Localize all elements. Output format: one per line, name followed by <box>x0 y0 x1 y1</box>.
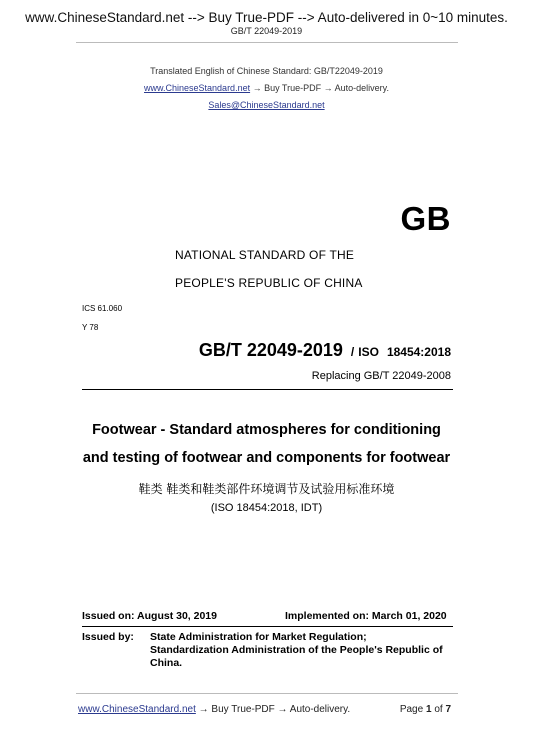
issuer-line1: State Administration for Market Regulation; <box>150 631 367 643</box>
iso-code: 18454:2018 <box>386 345 451 359</box>
header-doc-code: GB/T 22049-2019 <box>230 26 303 36</box>
title-en-line1: Footwear - Standard atmospheres for conditioning <box>92 422 441 438</box>
code-separator: / <box>350 345 355 359</box>
national-standard-line2: PEOPLE'S REPUBLIC OF CHINA <box>175 276 363 290</box>
page-number: 1 <box>425 704 432 715</box>
title-en-line2: and testing of footwear and components for footwear <box>82 450 451 466</box>
sales-email-link[interactable]: Sales@ChineseStandard.net <box>208 100 325 110</box>
email-line <box>0 100 533 110</box>
top-banner[interactable]: www.ChineseStandard.net --> Buy True-PDF --> Auto-delivered in 0~10 minutes. <box>25 10 508 25</box>
gb-logo: GB <box>400 200 451 237</box>
ccs-code: Y 78 <box>82 323 99 332</box>
replacing-note: Replacing GB/T 22049-2008 <box>311 370 451 382</box>
standard-code-line <box>199 340 451 361</box>
iso-reference: (ISO 18454:2018, IDT) <box>210 502 323 514</box>
implemented-date: Implemented on: March 01, 2020 <box>285 610 447 622</box>
footer-delivery-text: → Buy True-PDF → Auto-delivery. <box>195 704 351 715</box>
title-cn: 鞋类 鞋类和鞋类部件环境调节及试验用标准环境 <box>138 482 395 496</box>
standard-code: GB/T 22049-2019 <box>198 340 343 360</box>
iso-prefix: ISO <box>358 345 379 359</box>
page-of: of <box>434 704 443 715</box>
footer-site-link[interactable]: www.ChineseStandard.net <box>78 704 196 715</box>
header-divider <box>76 42 458 43</box>
issuer-line2: Standardization Administration of the People's Republic of China. <box>150 644 443 669</box>
translation-delivery-line <box>0 83 533 93</box>
footer-links <box>78 704 350 715</box>
code-divider <box>82 389 453 390</box>
translation-note: Translated English of Chinese Standard: GB/T22049-2019 <box>150 66 383 76</box>
delivery-text: → Buy True-PDF → Auto-delivery. <box>250 83 389 93</box>
issued-by-authorities <box>150 631 460 670</box>
national-standard-line1: NATIONAL STANDARD OF THE <box>175 248 355 262</box>
page-indicator <box>400 704 451 715</box>
page-label: Page <box>399 704 424 715</box>
dates-divider <box>82 626 453 627</box>
chinesestandard-link[interactable]: www.ChineseStandard.net <box>144 83 251 93</box>
issued-date: Issued on: August 30, 2019 <box>82 610 217 622</box>
footer-divider <box>76 693 458 694</box>
issued-by-label: Issued by: <box>82 631 134 643</box>
ics-code: ICS 61.060 <box>82 304 123 313</box>
page-total: 7 <box>445 704 451 715</box>
